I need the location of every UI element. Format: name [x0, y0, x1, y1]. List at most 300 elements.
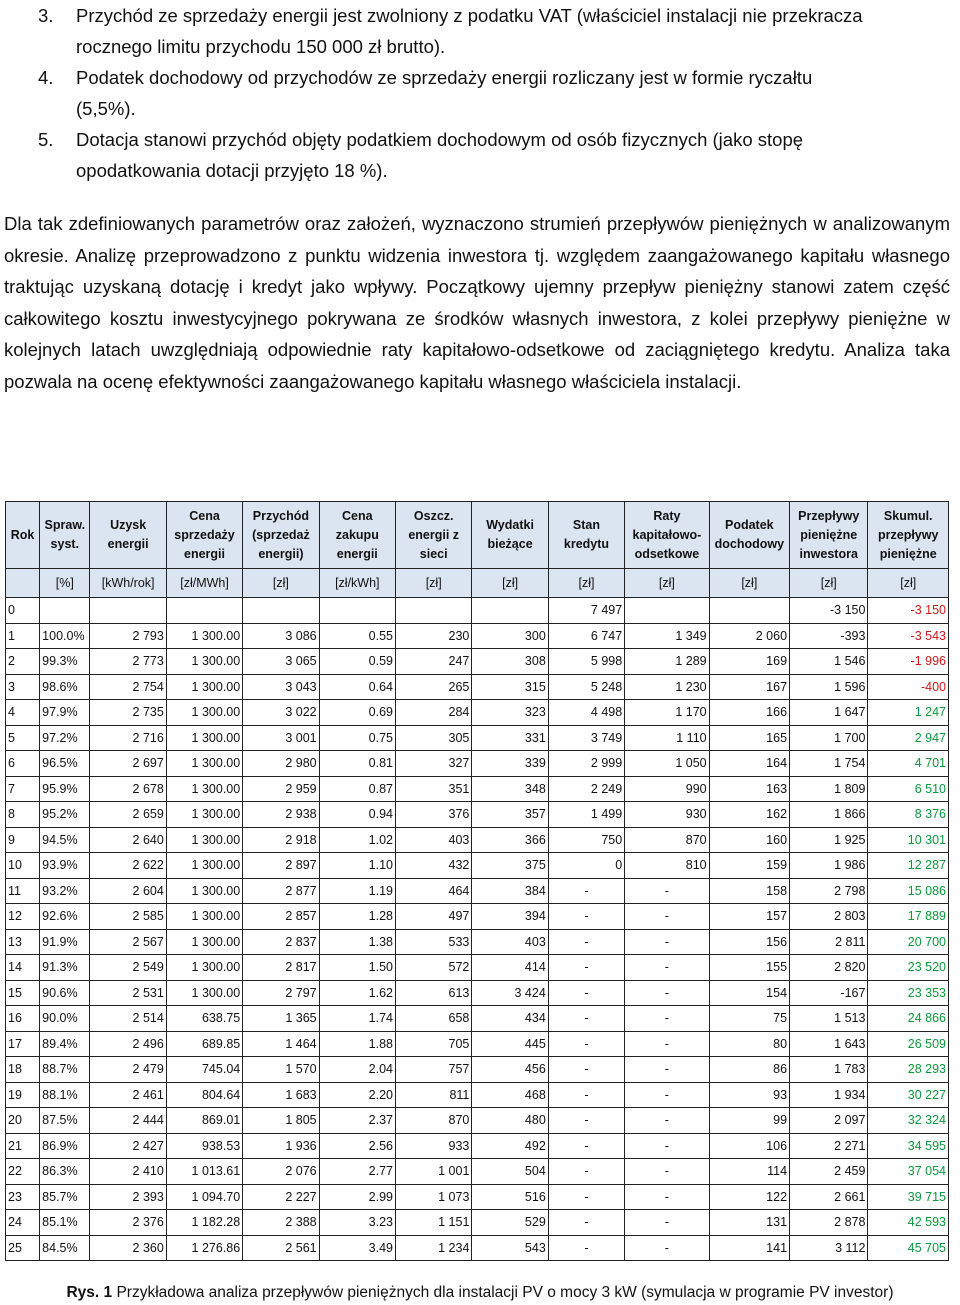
unit-cell: [kWh/rok] — [90, 569, 166, 598]
table-cell: 2 567 — [90, 929, 166, 955]
table-cell: 1 349 — [625, 623, 709, 649]
column-header: Stan kredytu — [548, 502, 624, 569]
table-cell: 163 — [709, 776, 789, 802]
table-cell: 156 — [709, 929, 789, 955]
table-cell: 0.55 — [319, 623, 395, 649]
table-cell: 403 — [396, 827, 472, 853]
table-cell: 414 — [472, 955, 548, 981]
unit-cell: [zł] — [790, 569, 868, 598]
table-cell: 86.9% — [40, 1133, 90, 1159]
table-cell: 95.2% — [40, 802, 90, 828]
table-cell: 870 — [396, 1108, 472, 1134]
table-cell: 504 — [472, 1159, 548, 1185]
table-cell: 1 300.00 — [166, 827, 242, 853]
table-cell: 468 — [472, 1082, 548, 1108]
unit-cell: [zł] — [472, 569, 548, 598]
table-cell: 2 878 — [790, 1210, 868, 1236]
table-cell: 497 — [396, 904, 472, 930]
table-cell: 10 301 — [868, 827, 949, 853]
table-cell: 2 697 — [90, 751, 166, 777]
table-cell: 2 811 — [790, 929, 868, 955]
table-cell: 2 798 — [790, 878, 868, 904]
list-line: Podatek dochodowy od przychodów ze sprzedaży energii rozliczany jest w formie ryczałtu — [76, 67, 813, 88]
table-cell: 1 866 — [790, 802, 868, 828]
table-cell: 2 837 — [243, 929, 319, 955]
table-cell: 2 060 — [709, 623, 789, 649]
list-number: 5. — [38, 129, 54, 150]
table-row — [6, 1235, 949, 1261]
table-cell: 2 622 — [90, 853, 166, 879]
table-row — [6, 1057, 949, 1083]
table-cell: 1 513 — [790, 1006, 868, 1032]
table-cell: 5 248 — [548, 674, 624, 700]
table-cell: 516 — [472, 1184, 548, 1210]
table-cell: 1 110 — [625, 725, 709, 751]
table-cell: - — [548, 878, 624, 904]
table-cell: 95.9% — [40, 776, 90, 802]
table-cell: 930 — [625, 802, 709, 828]
table-cell: 1 013.61 — [166, 1159, 242, 1185]
table-cell: 3 — [6, 674, 40, 700]
table-cell: 122 — [709, 1184, 789, 1210]
table-cell: 1 151 — [396, 1210, 472, 1236]
unit-cell: [zł] — [709, 569, 789, 598]
column-header: Skumul. przepływy pieniężne — [868, 502, 949, 569]
column-header: Cena sprzedaży energii — [166, 502, 242, 569]
table-cell — [396, 598, 472, 624]
table-cell: - — [548, 1006, 624, 1032]
table-cell: 91.3% — [40, 955, 90, 981]
table-cell: 658 — [396, 1006, 472, 1032]
table-cell: 8 — [6, 802, 40, 828]
table-cell: 23 353 — [868, 980, 949, 1006]
table-cell: - — [625, 1184, 709, 1210]
table-cell: 5 — [6, 725, 40, 751]
table-cell: 9 — [6, 827, 40, 853]
table-cell: 20 700 — [868, 929, 949, 955]
cash-flow-table — [5, 501, 949, 1261]
table-cell: 89.4% — [40, 1031, 90, 1057]
table-cell: 3.49 — [319, 1235, 395, 1261]
table-row — [6, 751, 949, 777]
table-body — [6, 598, 949, 1261]
table-cell: - — [548, 955, 624, 981]
table-row — [6, 980, 949, 1006]
table-cell: 757 — [396, 1057, 472, 1083]
list-number: 3. — [38, 5, 54, 26]
table-row — [6, 929, 949, 955]
table-cell: 1.19 — [319, 878, 395, 904]
table-cell: 2 640 — [90, 827, 166, 853]
table-cell: 2 877 — [243, 878, 319, 904]
table-cell: 18 — [6, 1057, 40, 1083]
table-cell: 2 857 — [243, 904, 319, 930]
table-cell: 1 073 — [396, 1184, 472, 1210]
table-cell: 3 065 — [243, 649, 319, 675]
table-cell: 1 683 — [243, 1082, 319, 1108]
table-cell: 93.9% — [40, 853, 90, 879]
table-cell: 157 — [709, 904, 789, 930]
table-cell: 323 — [472, 700, 548, 726]
table-cell: 810 — [625, 853, 709, 879]
table-cell: - — [548, 929, 624, 955]
table-cell: 375 — [472, 853, 548, 879]
table-cell: 1 596 — [790, 674, 868, 700]
table-cell: 2 549 — [90, 955, 166, 981]
table-cell: 0.64 — [319, 674, 395, 700]
table-cell: 384 — [472, 878, 548, 904]
table-cell: 2 797 — [243, 980, 319, 1006]
table-cell: 2.20 — [319, 1082, 395, 1108]
column-header: Raty kapitałowo-odsetkowe — [625, 502, 709, 569]
table-cell: 32 324 — [868, 1108, 949, 1134]
table-cell: - — [625, 929, 709, 955]
table-cell: - — [548, 1133, 624, 1159]
table-cell: 1 300.00 — [166, 623, 242, 649]
table-cell — [319, 598, 395, 624]
table-cell: 308 — [472, 649, 548, 675]
table-cell: 1 050 — [625, 751, 709, 777]
table-cell: 2.04 — [319, 1057, 395, 1083]
table-cell: 93 — [709, 1082, 789, 1108]
table-cell: 14 — [6, 955, 40, 981]
table-cell: 39 715 — [868, 1184, 949, 1210]
table-cell: 1 925 — [790, 827, 868, 853]
table-row — [6, 878, 949, 904]
caption-text: Przykładowa analiza przepływów pieniężnych dla instalacji PV o mocy 3 kW (symulacja w programie PV investor) — [112, 1284, 894, 1301]
table-cell: 30 227 — [868, 1082, 949, 1108]
table-cell: 2 678 — [90, 776, 166, 802]
table-cell: 2 531 — [90, 980, 166, 1006]
table-cell: 1 499 — [548, 802, 624, 828]
table-cell: 0 — [6, 598, 40, 624]
table-cell: - — [625, 980, 709, 1006]
table-cell: 480 — [472, 1108, 548, 1134]
table-row — [6, 725, 949, 751]
table-cell: 91.9% — [40, 929, 90, 955]
table-cell: 0.75 — [319, 725, 395, 751]
table-cell: 339 — [472, 751, 548, 777]
table-cell: 10 — [6, 853, 40, 879]
unit-cell: [zł] — [625, 569, 709, 598]
table-cell: 96.5% — [40, 751, 90, 777]
table-cell: 34 595 — [868, 1133, 949, 1159]
table-cell — [166, 598, 242, 624]
table-cell: 45 705 — [868, 1235, 949, 1261]
table-cell: 162 — [709, 802, 789, 828]
table-cell: 1 247 — [868, 700, 949, 726]
table-cell: 432 — [396, 853, 472, 879]
table-cell: - — [548, 1057, 624, 1083]
table-cell: - — [548, 904, 624, 930]
table-cell: 1 300.00 — [166, 929, 242, 955]
table-row — [6, 649, 949, 675]
table-cell: 7 497 — [548, 598, 624, 624]
table-cell: 4 701 — [868, 751, 949, 777]
table-cell: 13 — [6, 929, 40, 955]
table-cell: -3 150 — [790, 598, 868, 624]
table-cell: 2 959 — [243, 776, 319, 802]
table-cell: 2 496 — [90, 1031, 166, 1057]
table-cell: 2 803 — [790, 904, 868, 930]
table-cell: 12 — [6, 904, 40, 930]
column-header: Przychód (sprzedaż energii) — [243, 502, 319, 569]
table-cell: 2 918 — [243, 827, 319, 853]
table-cell: 811 — [396, 1082, 472, 1108]
table-cell: 6 510 — [868, 776, 949, 802]
table-cell: 3 022 — [243, 700, 319, 726]
table-cell: 90.0% — [40, 1006, 90, 1032]
column-header: Podatek dochodowy — [709, 502, 789, 569]
table-cell: -3 543 — [868, 623, 949, 649]
table-cell: 2 249 — [548, 776, 624, 802]
table-row — [6, 1184, 949, 1210]
table-cell: 2 410 — [90, 1159, 166, 1185]
table-cell: 6 — [6, 751, 40, 777]
table-cell: -1 996 — [868, 649, 949, 675]
table-cell: 4 — [6, 700, 40, 726]
table-cell: 0.81 — [319, 751, 395, 777]
table-cell: 366 — [472, 827, 548, 853]
table-cell: 160 — [709, 827, 789, 853]
table-cell: 2 427 — [90, 1133, 166, 1159]
table-cell: 3.23 — [319, 1210, 395, 1236]
table-cell: 394 — [472, 904, 548, 930]
table-cell: - — [548, 1159, 624, 1185]
table-cell: 85.7% — [40, 1184, 90, 1210]
table-cell: 0.59 — [319, 649, 395, 675]
table-cell: 2 735 — [90, 700, 166, 726]
table-cell: 167 — [709, 674, 789, 700]
table-cell: 22 — [6, 1159, 40, 1185]
table-cell: 938.53 — [166, 1133, 242, 1159]
table-cell: 533 — [396, 929, 472, 955]
table-row — [6, 1133, 949, 1159]
table-cell: 99.3% — [40, 649, 90, 675]
table-cell: - — [625, 1057, 709, 1083]
unit-cell: [zł] — [243, 569, 319, 598]
table-cell: 159 — [709, 853, 789, 879]
unit-cell: [zł] — [868, 569, 949, 598]
table-cell: 1 546 — [790, 649, 868, 675]
table-cell: 357 — [472, 802, 548, 828]
table-cell: 434 — [472, 1006, 548, 1032]
table-cell: 1 182.28 — [166, 1210, 242, 1236]
table-row — [6, 776, 949, 802]
table-cell: 2 661 — [790, 1184, 868, 1210]
table-cell: 2 754 — [90, 674, 166, 700]
table-cell: 2 716 — [90, 725, 166, 751]
table-cell: 638.75 — [166, 1006, 242, 1032]
table-cell: 2 999 — [548, 751, 624, 777]
list-line: (5,5%). — [76, 98, 136, 119]
table-cell: 3 424 — [472, 980, 548, 1006]
table-cell: 92.6% — [40, 904, 90, 930]
table-row — [6, 904, 949, 930]
table-cell: 0.87 — [319, 776, 395, 802]
table-cell: - — [625, 1210, 709, 1236]
table-cell: 3 043 — [243, 674, 319, 700]
table-cell: 331 — [472, 725, 548, 751]
table-cell: 37 054 — [868, 1159, 949, 1185]
table-cell: 1 783 — [790, 1057, 868, 1083]
table-cell: 165 — [709, 725, 789, 751]
table-cell: 11 — [6, 878, 40, 904]
table-cell: 1.88 — [319, 1031, 395, 1057]
table-cell: - — [625, 1108, 709, 1134]
table-cell: 2 897 — [243, 853, 319, 879]
table-cell: 1 — [6, 623, 40, 649]
table-cell: 17 889 — [868, 904, 949, 930]
table-cell: 1 001 — [396, 1159, 472, 1185]
table-cell: 1 300.00 — [166, 955, 242, 981]
table-cell: 42 593 — [868, 1210, 949, 1236]
table-cell: 2 604 — [90, 878, 166, 904]
table-cell: - — [625, 878, 709, 904]
table-cell: - — [625, 1031, 709, 1057]
unit-cell: [zł/kWh] — [319, 569, 395, 598]
table-cell: 23 520 — [868, 955, 949, 981]
table-cell: 750 — [548, 827, 624, 853]
column-header: Cena zakupu energii — [319, 502, 395, 569]
table-cell: 4 498 — [548, 700, 624, 726]
table-row — [6, 598, 949, 624]
table-cell: 17 — [6, 1031, 40, 1057]
table-cell: 869.01 — [166, 1108, 242, 1134]
table-cell: - — [625, 1082, 709, 1108]
table-cell: 20 — [6, 1108, 40, 1134]
table-cell: 1 300.00 — [166, 674, 242, 700]
table-cell: 543 — [472, 1235, 548, 1261]
table-cell — [243, 598, 319, 624]
table-cell: 2 — [6, 649, 40, 675]
table-cell: 689.85 — [166, 1031, 242, 1057]
table-cell: 24 — [6, 1210, 40, 1236]
table-cell: 572 — [396, 955, 472, 981]
table-cell: 1 570 — [243, 1057, 319, 1083]
table-cell: 2 659 — [90, 802, 166, 828]
table-cell: 1.10 — [319, 853, 395, 879]
table-cell: 1 365 — [243, 1006, 319, 1032]
table-cell: 25 — [6, 1235, 40, 1261]
table-cell: 85.1% — [40, 1210, 90, 1236]
table-cell: - — [625, 904, 709, 930]
table-cell: 1 300.00 — [166, 751, 242, 777]
table-row — [6, 955, 949, 981]
table-cell: 2 097 — [790, 1108, 868, 1134]
table-row — [6, 1108, 949, 1134]
table-cell: - — [548, 1235, 624, 1261]
table-row — [6, 1082, 949, 1108]
table-cell: 327 — [396, 751, 472, 777]
table-cell: 28 293 — [868, 1057, 949, 1083]
table-cell: 2 793 — [90, 623, 166, 649]
column-header: Oszcz. energii z sieci — [396, 502, 472, 569]
table-cell: 94.5% — [40, 827, 90, 853]
table-cell: 80 — [709, 1031, 789, 1057]
table-cell: 154 — [709, 980, 789, 1006]
table-cell: 7 — [6, 776, 40, 802]
table-cell: 2.99 — [319, 1184, 395, 1210]
table-cell: 1 300.00 — [166, 700, 242, 726]
list-line: Przychód ze sprzedaży energii jest zwolniony z podatku VAT (właściciel instalacji nie przekracza — [76, 5, 863, 26]
table-row — [6, 674, 949, 700]
table-cell: 23 — [6, 1184, 40, 1210]
table-cell: 106 — [709, 1133, 789, 1159]
table-cell: 1.02 — [319, 827, 395, 853]
table-cell: 456 — [472, 1057, 548, 1083]
table-cell: 305 — [396, 725, 472, 751]
table-cell: 2 461 — [90, 1082, 166, 1108]
table-cell: 2.56 — [319, 1133, 395, 1159]
table-cell: 114 — [709, 1159, 789, 1185]
table-cell: 1 300.00 — [166, 802, 242, 828]
table-row — [6, 1031, 949, 1057]
table-cell: 492 — [472, 1133, 548, 1159]
table-cell: 2 360 — [90, 1235, 166, 1261]
table-cell: 16 — [6, 1006, 40, 1032]
table-cell: 376 — [396, 802, 472, 828]
table-cell: 2.37 — [319, 1108, 395, 1134]
table-cell: 1 300.00 — [166, 853, 242, 879]
table-cell: 97.2% — [40, 725, 90, 751]
table-cell: 2 561 — [243, 1235, 319, 1261]
table-cell: 1 300.00 — [166, 649, 242, 675]
list-line: Dotacja stanowi przychód objęty podatkiem dochodowym od osób fizycznych (jako stopę — [76, 129, 804, 150]
table-cell: 1 300.00 — [166, 776, 242, 802]
table-cell: 0.69 — [319, 700, 395, 726]
table-cell: 870 — [625, 827, 709, 853]
table-cell: 3 749 — [548, 725, 624, 751]
table-cell: 100.0% — [40, 623, 90, 649]
table-cell: 1 300.00 — [166, 904, 242, 930]
table-cell — [40, 598, 90, 624]
table-row — [6, 1006, 949, 1032]
table-cell: 15 086 — [868, 878, 949, 904]
table-cell: 1.38 — [319, 929, 395, 955]
table-cell: -167 — [790, 980, 868, 1006]
table-cell: 26 509 — [868, 1031, 949, 1057]
table-cell: 445 — [472, 1031, 548, 1057]
table-cell: 351 — [396, 776, 472, 802]
table-cell: 86 — [709, 1057, 789, 1083]
table-cell: - — [548, 1031, 624, 1057]
table-cell: - — [548, 980, 624, 1006]
table-cell: 93.2% — [40, 878, 90, 904]
table-cell: 1 700 — [790, 725, 868, 751]
table-cell: 8 376 — [868, 802, 949, 828]
table-cell: 19 — [6, 1082, 40, 1108]
table-cell: 1.50 — [319, 955, 395, 981]
table-cell: 2.77 — [319, 1159, 395, 1185]
list-number: 4. — [38, 67, 54, 88]
table-cell: 2 388 — [243, 1210, 319, 1236]
table-cell: 75 — [709, 1006, 789, 1032]
table-cell: 155 — [709, 955, 789, 981]
table-cell: 3 086 — [243, 623, 319, 649]
table-cell — [709, 598, 789, 624]
column-header: Przepływy pieniężne inwestora — [790, 502, 868, 569]
table-cell: 2 773 — [90, 649, 166, 675]
table-cell: 2 393 — [90, 1184, 166, 1210]
table-cell: 0 — [548, 853, 624, 879]
table-row — [6, 802, 949, 828]
table-cell: 87.5% — [40, 1108, 90, 1134]
list-line: rocznego limitu przychodu 150 000 zł brutto). — [76, 36, 446, 57]
table-cell: 169 — [709, 649, 789, 675]
table-cell: 15 — [6, 980, 40, 1006]
table-cell: - — [548, 1082, 624, 1108]
